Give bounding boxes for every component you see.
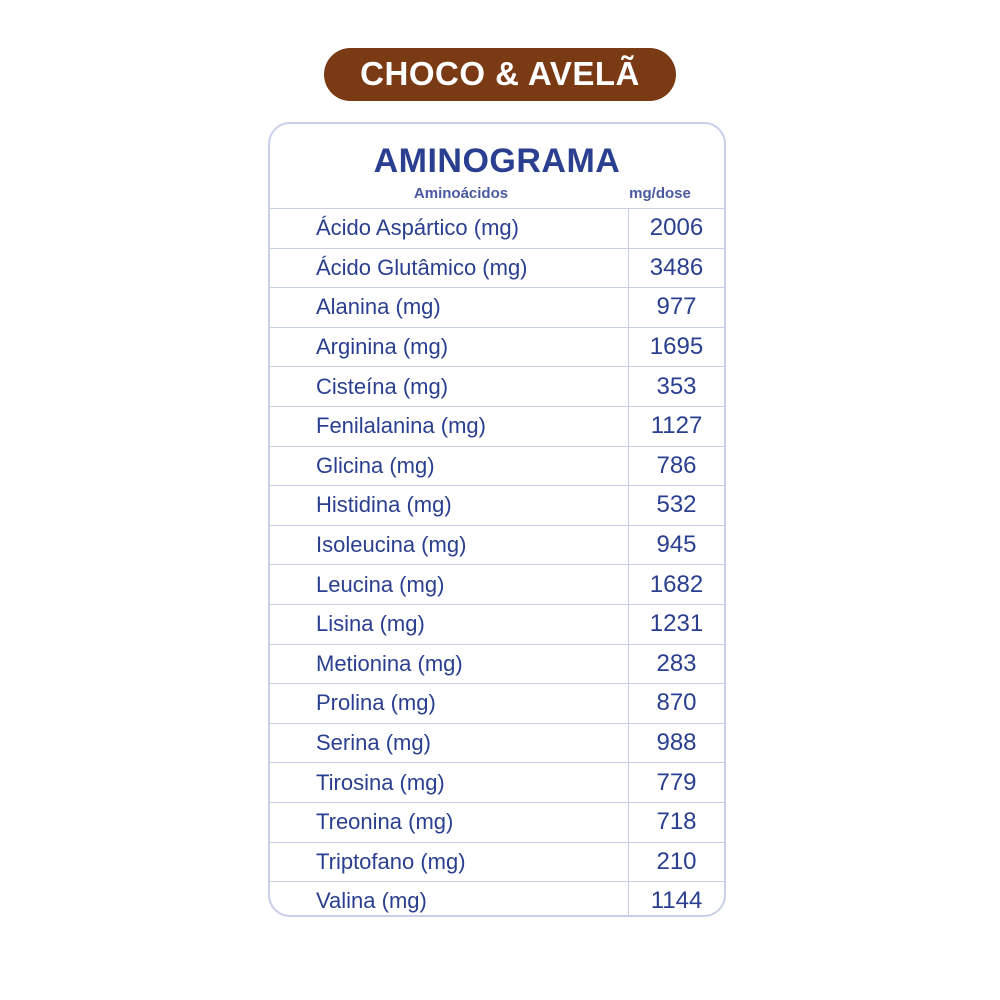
aminogram-card [268, 122, 726, 917]
column-header-name: Aminoácidos [413, 185, 509, 202]
flavor-badge-container [0, 48, 1000, 101]
table-column-headers [270, 185, 724, 208]
amino-acid-name: Tirosina (mg) [316, 769, 445, 795]
amino-acid-value: 1682 [628, 565, 724, 604]
amino-acid-name: Valina (mg) [316, 888, 427, 914]
table-row [270, 407, 724, 447]
table-row [270, 684, 724, 724]
amino-acid-name: Triptofano (mg) [316, 848, 466, 874]
amino-acid-name: Fenilalanina (mg) [316, 413, 486, 439]
table-row [270, 763, 724, 803]
table-row [270, 249, 724, 289]
amino-acid-value: 945 [628, 526, 724, 565]
amino-acid-value: 779 [628, 763, 724, 802]
flavor-badge: CHOCO & AVELÃ [324, 48, 676, 101]
amino-acid-name: Glicina (mg) [316, 452, 435, 478]
table-row [270, 645, 724, 685]
amino-acid-name: Cisteína (mg) [316, 373, 449, 399]
table-row [270, 367, 724, 407]
amino-acid-value: 1231 [628, 605, 724, 644]
table-row [270, 486, 724, 526]
amino-acid-name: Ácido Aspártico (mg) [316, 215, 519, 241]
amino-acid-value: 283 [628, 645, 724, 684]
amino-acid-name: Histidina (mg) [316, 492, 452, 518]
amino-acid-name: Treonina (mg) [316, 809, 454, 835]
column-header-value: mg/dose [629, 185, 691, 202]
amino-acid-value: 718 [628, 803, 724, 842]
amino-acid-name: Leucina (mg) [316, 571, 445, 597]
amino-acid-value: 977 [628, 288, 724, 327]
table-row [270, 843, 724, 883]
amino-acid-value: 532 [628, 486, 724, 525]
amino-acid-name: Lisina (mg) [316, 611, 425, 637]
amino-acid-value: 353 [628, 367, 724, 406]
amino-acid-value: 988 [628, 724, 724, 763]
table-row [270, 447, 724, 487]
table-row [270, 526, 724, 566]
amino-acid-name: Arginina (mg) [316, 334, 449, 360]
table-row [270, 328, 724, 368]
amino-acid-name: Serina (mg) [316, 730, 431, 756]
amino-acid-value: 1127 [628, 407, 724, 446]
aminogram-table-body [270, 208, 724, 917]
table-row [270, 288, 724, 328]
amino-acid-name: Metionina (mg) [316, 650, 463, 676]
amino-acid-value: 1695 [628, 328, 724, 367]
amino-acid-name: Prolina (mg) [316, 690, 436, 716]
page-title: AMINOGRAMA [373, 142, 621, 180]
table-row [270, 803, 724, 843]
amino-acid-value: 1144 [628, 882, 724, 917]
amino-acid-name: Isoleucina (mg) [316, 532, 467, 558]
amino-acid-value: 2006 [628, 209, 724, 248]
table-row [270, 724, 724, 764]
amino-acid-value: 3486 [628, 249, 724, 288]
table-row [270, 565, 724, 605]
amino-acid-value: 210 [628, 843, 724, 882]
amino-acid-name: Ácido Glutâmico (mg) [316, 254, 528, 280]
table-row [270, 882, 724, 917]
table-row [270, 605, 724, 645]
amino-acid-value: 870 [628, 684, 724, 723]
amino-acid-value: 786 [628, 447, 724, 486]
amino-acid-name: Alanina (mg) [316, 294, 441, 320]
table-row [270, 209, 724, 249]
